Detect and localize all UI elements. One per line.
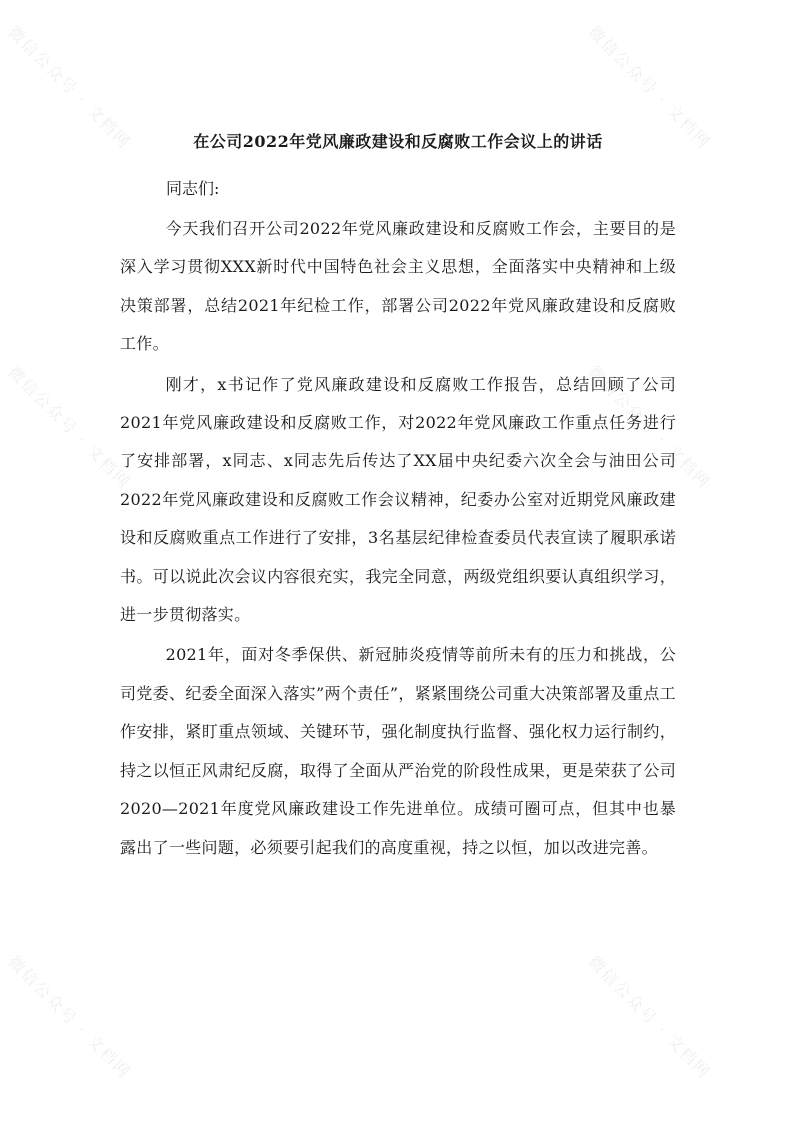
watermark-text: 微信公众号 · 文档网 — [584, 952, 715, 1083]
document-page — [120, 128, 676, 867]
greeting: 同志们: — [166, 179, 220, 198]
paragraph-1: 今天我们召开公司2022年党风廉政建设和反腐败工作会，主要目的是深入学习贯彻XXX新时代中国特色社会主义思想，全面落实中央精神和上级决策部署，总结2021年纪检工作，部署公司2022年党风廉政建设和反腐败工作。 — [120, 219, 676, 354]
watermark-text: 微信公众号 · 文档网 — [4, 362, 135, 493]
watermark-text: 微信公众号 · 文档网 — [4, 22, 135, 153]
watermark-text: 微信公众号 · 文档网 — [584, 362, 715, 493]
document-title: 在公司2022年党风廉政建设和反腐败工作会议上的讲话 — [193, 132, 603, 151]
watermark-text: 微信公众号 · 文档网 — [4, 952, 135, 1083]
watermark-text: 微信公众号 · 文档网 — [584, 22, 715, 153]
paragraph-2: 刚才，x书记作了党风廉政建设和反腐败工作报告，总结回顾了公司2021年党风廉政建设和反腐败工作，对2022年党风廉政工作重点任务进行了安排部署，x同志、x同志先后传达了XX届中央纪委六次全会与油田公司2022年党风廉政建设和反腐败工作会议精神，纪委办公室对近期党风廉政建设和反腐败重点工作进行了安排，3名基层纪律检查委员代表宣读了履职承诺书。可以说此次会议内容很充实，我完全同意，两级党组织要认真组织学习，进一步贯彻落实。 — [120, 374, 676, 625]
paragraph-3: 2021年，面对冬季保供、新冠肺炎疫情等前所未有的压力和挑战，公司党委、纪委全面深入落实”两个责任”，紧紧围绕公司重大决策部署及重点工作安排，紧盯重点领域、关键环节，强化制度执行监督、强化权力运行制约，持之以恒正风肃纪反腐，取得了全面从严治党的阶段性成果，更是荣获了公司2020—2021年度党风廉政建设工作先进单位。成绩可圈可点，但其中也暴露出了一些问题，必须要引起我们的高度重视，持之以恒，加以改进完善。 — [120, 645, 676, 857]
